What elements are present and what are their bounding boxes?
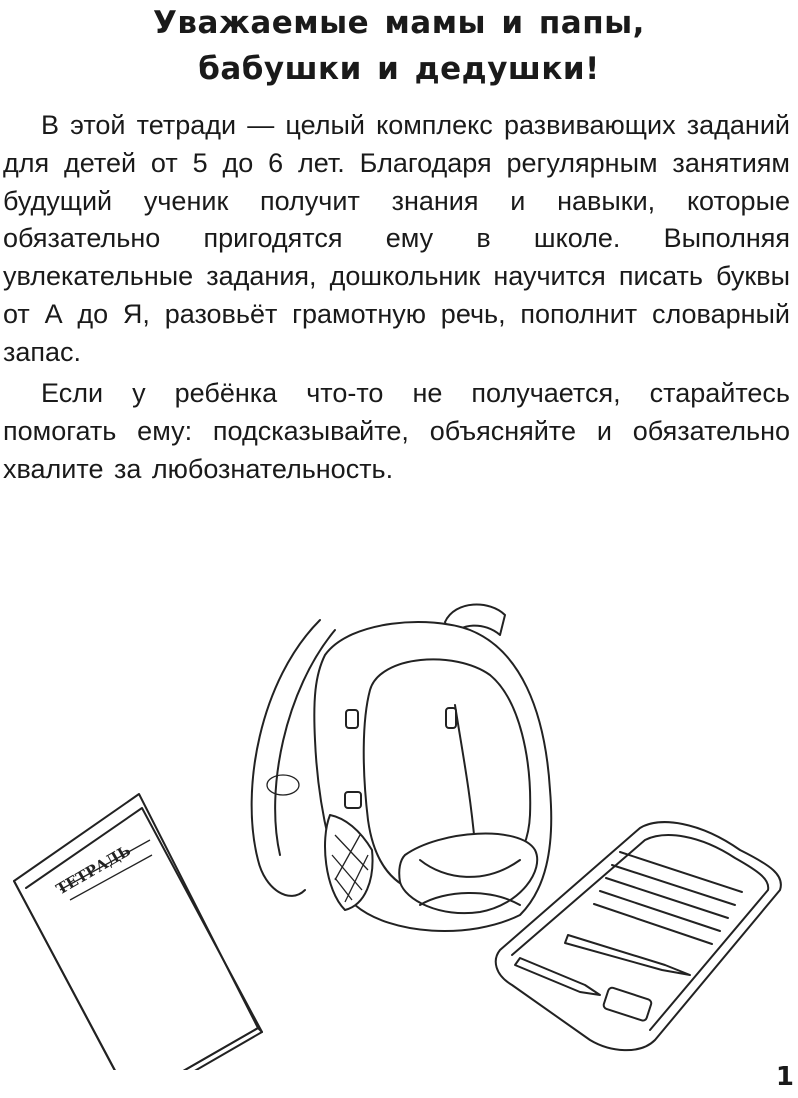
page-heading [0,0,798,92]
heading-line-1: Уважаемые мамы и папы, [153,5,645,41]
advice-paragraph [3,375,790,488]
notebook-illustration [14,794,262,1070]
paragraph-2-text: Если у ребёнка что-то не получается, старайтесь помогать ему: подсказывайте, объясняйте и обязательно хвалите за любознательность. [3,378,790,484]
notebook-label: ТЕТРАДЬ [53,841,134,899]
paragraph-1-text: В этой тетради — целый комплекс развивающих заданий для детей от 5 до 6 лет. Благодаря регулярным занятиям будущий ученик получит знания и навыки, которые обязательно пригодятся ему в школе. Выполняя увлекательные задания, дошкольник научится писать буквы от А до Я, разовьёт грамотную речь, пополнит словарный запас. [3,110,790,367]
backpack-illustration [252,605,552,932]
school-supplies-illustration [0,560,798,1070]
page-number: 1 [775,1062,794,1092]
heading-line-2: бабушки и дедушки! [198,51,600,87]
intro-paragraph [3,107,790,372]
